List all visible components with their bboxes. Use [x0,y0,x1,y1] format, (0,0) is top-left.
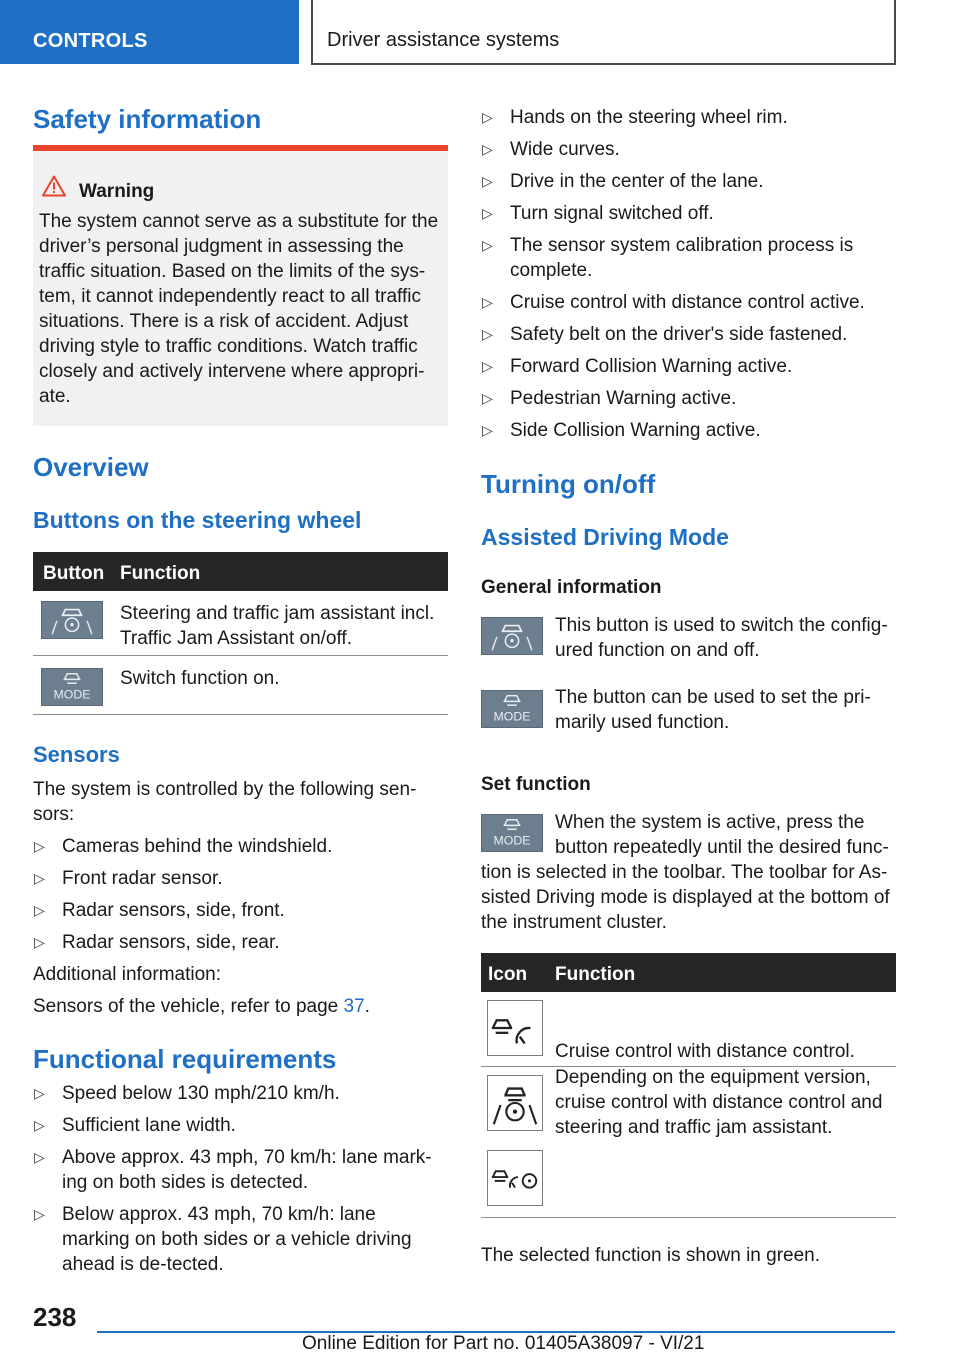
col-function: Function [120,563,201,584]
list-item: ▷ Cruise control with distance control active. [481,290,896,315]
svg-text:MODE: MODE [493,709,531,724]
general-text-1: This button is used to switch the config-ured function on and off. [555,615,888,661]
mode-button-icon [481,814,543,852]
cruise-steering-combined-icon [487,1150,543,1206]
sensors-list [33,834,448,962]
list-item: ▷ The sensor system calibration process is complete. [481,233,896,283]
col-icon: Icon [488,964,528,985]
table-row [481,1067,896,1218]
table-row [33,591,448,656]
warning-box [33,145,448,426]
section-tab [0,0,299,64]
set-function-text-b: tion is selected in the toolbar. The toolbar for As-sisted Driving mode is displayed at the bottom of the instrument cluster. [481,862,890,933]
list-item: ▷ Turn signal switched off. [481,201,896,226]
buttons-table [33,552,448,715]
button-function: Switch function on. [120,668,280,689]
mode-button-icon [41,668,103,706]
set-function-text-a: When the system is active, press the button repeatedly until the desired func- [555,812,889,858]
warning-title: Warning [79,181,155,202]
set-function-heading: Set function [481,774,591,795]
list-item: ▷ Side Collision Warning active. [481,418,896,443]
cruise-control-distance-icon [487,1000,543,1056]
svg-text:MODE: MODE [53,687,91,702]
warning-text: The system cannot serve as a substitute for the driver’s personal judgment in assessing the traffic situation. Based on the limits of the sys-tem, it cannot independently react to all traffic situations. There is a risk of accident. Adjust driving style to traffic conditions. Watch traffic closely and actively intervene where appropri-ate. [39,211,439,407]
list-item: ▷ Drive in the center of the lane. [481,169,896,194]
warning-triangle-icon [42,175,66,197]
steering-assist-button-icon [41,601,103,639]
list-item: ▷ Forward Collision Warning active. [481,354,896,379]
sensors-intro: The system is controlled by the following sen-sors: [33,779,417,825]
list-item: ▷ Sufficient lane width. [33,1113,448,1138]
list-item: ▷ Above approx. 43 mph, 70 km/h: lane mark-ing on both sides is detected. [33,1145,448,1195]
steering-assistant-icon [487,1075,543,1131]
list-item: ▷ Radar sensors, side, front. [33,898,448,923]
functional-list-continued [481,105,896,450]
page-number: 238 [33,1302,77,1332]
list-item: ▷ Radar sensors, side, rear. [33,930,448,955]
additional-info: Additional information: [33,964,221,985]
table-row [481,992,896,1067]
functional-heading: Functional requirements [33,1044,337,1074]
steering-assist-button-icon [481,617,543,655]
overview-heading: Overview [33,452,149,482]
list-item: ▷ Front radar sensor. [33,866,448,891]
list-item: ▷ Safety belt on the driver's side fastened. [481,322,896,347]
edition-text: Online Edition for Part no. 01405A38097 - VI/21 [302,1333,705,1354]
col-button: Button [43,563,105,584]
functional-list [33,1081,448,1284]
section-label: CONTROLS [33,30,148,52]
list-item: ▷ Pedestrian Warning active. [481,386,896,411]
chapter-tab [311,0,896,65]
green-note: The selected function is shown in green. [481,1245,821,1266]
buttons-table-header [33,552,448,591]
chapter-label: Driver assistance systems [327,29,560,51]
button-function: Steering and traffic jam assistant incl. Traffic Jam Assistant on/off. [120,603,435,649]
mode-button-icon [481,690,543,728]
table-row [33,656,448,715]
col-function: Function [555,964,636,985]
list-item: ▷ Hands on the steering wheel rim. [481,105,896,130]
icon-function: Cruise control with distance control. [555,1041,855,1062]
safety-heading: Safety information [33,104,262,134]
general-heading: General information [481,577,662,598]
adm-heading: Assisted Driving Mode [481,524,729,550]
icon-table [481,953,896,1218]
list-item: ▷ Wide curves. [481,137,896,162]
list-item: ▷ Cameras behind the windshield. [33,834,448,859]
list-item: ▷ Speed below 130 mph/210 km/h. [33,1081,448,1106]
svg-text:MODE: MODE [493,833,531,848]
general-text-2: The button can be used to set the pri-marily used function. [555,687,871,733]
page-link[interactable]: 37 [343,996,365,1017]
icon-function: Depending on the equipment version, cruise control with distance control and steering and traffic jam assistant. [555,1067,883,1138]
buttons-heading: Buttons on the steering wheel [33,507,362,533]
sensors-heading: Sensors [33,742,120,767]
icon-table-header [481,953,896,992]
list-item: ▷ Below approx. 43 mph, 70 km/h: lane marking on both sides or a vehicle driving ahead is de-tected. [33,1202,448,1277]
sensors-reference: Sensors of the vehicle, refer to page 37. [33,996,370,1017]
turning-heading: Turning on/off [481,469,656,499]
